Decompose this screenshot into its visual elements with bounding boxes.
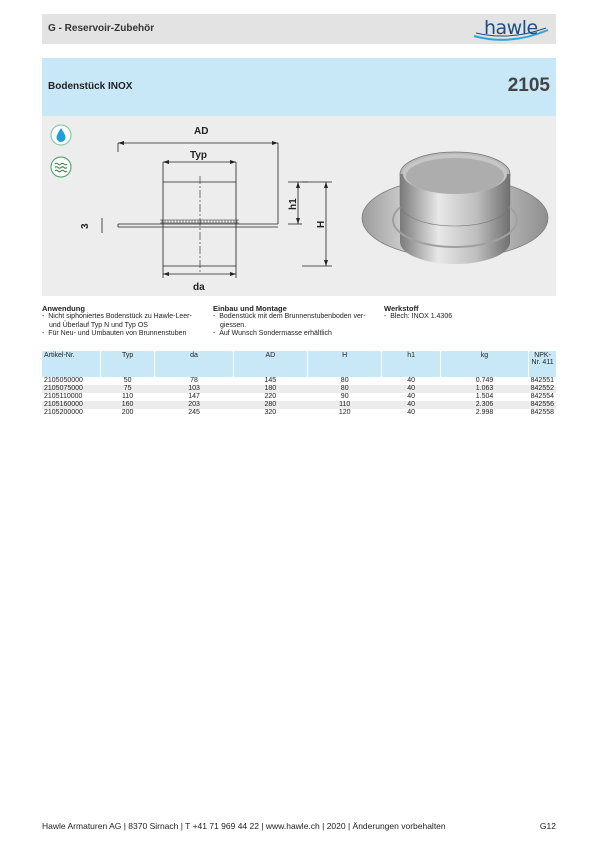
logo-wordmark: hawle (484, 17, 538, 39)
cell-artikel: 2105050000 (44, 377, 83, 384)
cell-kg: 1.504 (475, 393, 494, 400)
col-header-typ: Typ (100, 351, 155, 377)
table-row (42, 401, 556, 409)
cell-h1: 40 (407, 377, 416, 384)
cell-h: 120 (338, 409, 351, 416)
einbau-item-2: - Auf Wunsch Sondermasse erhältlich (213, 329, 332, 337)
cell-artikel: 2105160000 (42, 401, 100, 409)
cell-da: 78 (190, 377, 198, 384)
wastewater-icon (50, 156, 72, 178)
cell-h: 80 (340, 377, 349, 384)
cell-kg: 1.063 (440, 385, 528, 393)
dim-h-label: H (316, 220, 327, 228)
cell-ad: 180 (233, 385, 307, 393)
cell-ad: 220 (264, 393, 277, 400)
col-header-h1: h1 (382, 351, 440, 377)
dim-da-label: da (193, 282, 205, 293)
cell-typ: 160 (100, 401, 155, 409)
info-werkstoff (384, 305, 554, 322)
cell-da: 103 (155, 385, 233, 393)
einbau-heading: Einbau und Montage (213, 304, 287, 313)
cell-artikel: 2105075000 (42, 385, 100, 393)
cell-npk: 842554 (530, 393, 554, 400)
footer-text: Hawle Armaturen AG | 8370 Sirnach | T +41 71 969 44 22 | www.hawle.ch | 2020 | Änderungen vorbehalten (42, 821, 446, 831)
cell-h1: 40 (382, 401, 440, 409)
col-header-kg: kg (440, 351, 528, 377)
cell-da: 245 (188, 409, 200, 416)
cell-kg: 0.749 (475, 377, 494, 384)
cell-kg: 2.998 (475, 409, 494, 416)
cell-h: 80 (308, 385, 382, 393)
info-einbau (213, 305, 378, 338)
dim-thickness-label: 3 (80, 223, 91, 229)
product-code: 2105 (507, 75, 550, 96)
col-header-ad: AD (233, 351, 307, 377)
col-header-artikel: Artikel-Nr. (42, 351, 100, 377)
table-row (42, 409, 556, 417)
product-name: Bodenstück INOX (48, 81, 133, 92)
anwendung-item-1: - Nicht siphoniertes Bodenstück zu Hawle-Leer- und Überlauf Typ N und Typ OS (42, 313, 192, 329)
cell-h1: 40 (407, 409, 416, 416)
einbau-item-1: - Bodenstück mit dem Brunnenstubenboden ver- giessen. (213, 313, 366, 329)
water-drop-icon (50, 124, 72, 146)
product-photo (360, 144, 550, 269)
cell-typ: 50 (123, 377, 132, 384)
technical-drawing (80, 116, 342, 296)
section-title: G - Reservoir-Zubehör (48, 23, 155, 34)
cell-ad: 145 (264, 377, 277, 384)
cell-h1: 40 (407, 393, 416, 400)
anwendung-heading: Anwendung (42, 304, 85, 313)
cell-npk: 842556 (530, 401, 554, 408)
cell-ad: 320 (264, 409, 277, 416)
cell-ad: 280 (233, 401, 307, 409)
cell-da: 203 (155, 401, 233, 409)
cell-npk: 842551 (530, 377, 554, 384)
table-row (42, 385, 556, 393)
cell-npk: 842558 (530, 409, 554, 416)
cell-typ: 200 (121, 409, 134, 416)
cell-artikel: 2105200000 (44, 409, 83, 416)
top-bar (42, 14, 556, 44)
figure-panel (42, 116, 556, 296)
dim-ad-label: AD (194, 126, 209, 137)
table-header-row (42, 351, 556, 377)
cell-h: 90 (340, 393, 349, 400)
dim-h1-label: h1 (288, 198, 299, 210)
page-number: G12 (539, 821, 556, 831)
anwendung-item-2: - Für Neu- und Umbauten von Brunnenstuben (42, 329, 187, 337)
table-row (42, 377, 556, 385)
cell-h1: 40 (382, 385, 440, 393)
dim-typ-label: Typ (190, 150, 208, 161)
cell-kg: 2.306 (440, 401, 528, 409)
cell-h: 110 (308, 401, 382, 409)
werkstoff-heading: Werkstoff (384, 304, 419, 313)
col-header-h: H (308, 351, 382, 377)
table-row (42, 393, 556, 401)
cell-artikel: 2105110000 (44, 393, 83, 400)
article-table (42, 351, 556, 417)
werkstoff-item-1: - Blech: INOX 1.4306 (384, 313, 453, 321)
cell-npk: 842552 (530, 385, 554, 392)
col-header-npk: NPK-Nr. 411 (529, 351, 556, 377)
product-header (42, 58, 556, 116)
info-anwendung (42, 305, 204, 338)
cell-typ: 75 (100, 385, 155, 393)
hawle-logo (470, 16, 552, 42)
cell-typ: 110 (122, 393, 134, 400)
col-header-da: da (155, 351, 233, 377)
cell-da: 147 (188, 393, 200, 400)
